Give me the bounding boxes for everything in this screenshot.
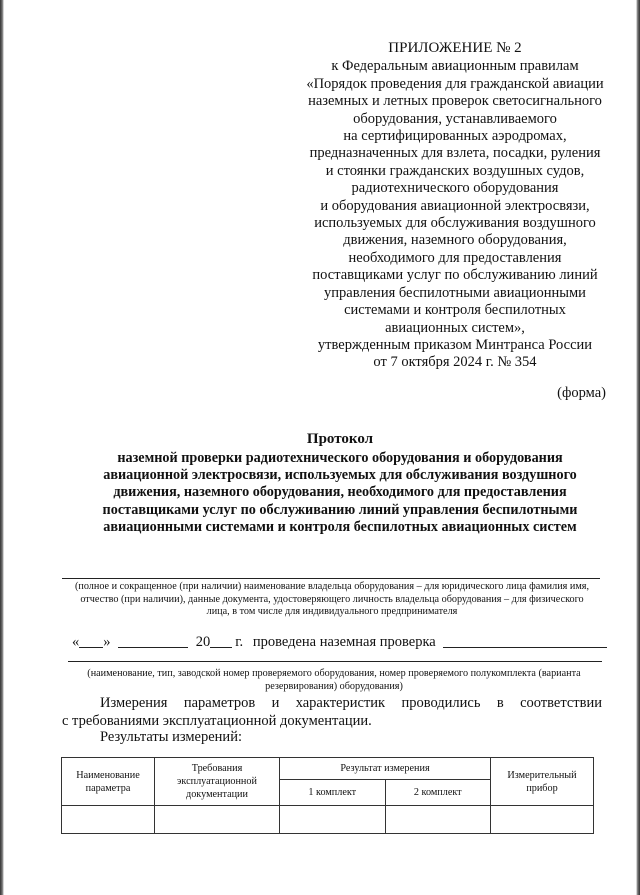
word: проводились	[401, 695, 481, 711]
measurements-paragraph	[100, 694, 602, 712]
appendix-line: на сертифицированных аэродромах,	[343, 128, 567, 145]
results-table	[61, 757, 594, 834]
measurements-line-2: с требованиями эксплуатационной документации.	[62, 713, 372, 729]
header-set-2: 2 комплект	[385, 780, 491, 806]
scan-edge-left	[0, 0, 4, 895]
appendix-line: используемых для обслуживания воздушного	[314, 215, 596, 232]
appendix-line: и стоянки гражданских воздушных судов,	[325, 162, 585, 179]
equipment-hint	[60, 668, 608, 693]
table-cell[interactable]	[385, 806, 491, 834]
owner-fill-line[interactable]	[62, 578, 600, 579]
day-field[interactable]	[79, 633, 103, 648]
date-row	[72, 633, 607, 651]
equipment-hint-line: (наименование, тип, заводской номер проверяемого оборудования, номер проверяемого полукомплекта (варианта	[87, 668, 581, 679]
appendix-line: наземных и летных проверок светосигнального	[308, 93, 602, 110]
appendix-line: системами и контроля беспилотных	[344, 302, 566, 319]
appendix-line: предназначенных для взлета, посадки, руления	[309, 145, 601, 162]
header-instrument: Измерительный прибор	[491, 758, 594, 806]
word: в	[496, 695, 504, 711]
word: характеристик	[295, 695, 386, 711]
protocol-subtitle	[80, 450, 600, 536]
owner-hint-line: лица, в том числе для индивидуального предпринимателя	[206, 606, 458, 617]
header-parameter: Наименование параметра	[62, 758, 155, 806]
check-performed-text: проведена наземная проверка	[252, 634, 436, 650]
table-cell[interactable]	[280, 806, 386, 834]
owner-hint-line: отчество (при наличии), данные документа, удостоверяющего личность владельца оборудования – для физического	[80, 593, 584, 605]
measurements-line-1	[100, 694, 602, 712]
year-prefix: 20	[195, 634, 211, 650]
table-cell[interactable]	[62, 806, 155, 834]
date-close-quote: »	[103, 634, 111, 650]
word: и	[271, 695, 280, 711]
appendix-line: и оборудования авиационной электросвязи,	[320, 197, 590, 214]
table-cell[interactable]	[155, 806, 280, 834]
appendix-line: от 7 октября 2024 г. № 354	[373, 354, 537, 371]
date-open-quote: «	[72, 634, 80, 650]
word: Измерения	[100, 695, 168, 711]
appendix-title: ПРИЛОЖЕНИЕ № 2	[388, 40, 522, 56]
protocol-subtitle-line: поставщиками услуг по обслуживанию линий управления беспилотными	[102, 501, 578, 518]
form-label: (форма)	[557, 385, 606, 401]
appendix-line: «Порядок проведения для гражданской авиации	[306, 75, 604, 92]
protocol-subtitle-line: движения, наземного оборудования, необходимого для предоставления	[113, 484, 567, 501]
appendix-line: утвержденным приказом Минтранса России	[317, 336, 593, 353]
month-field[interactable]	[118, 633, 188, 648]
header-result: Результат измерения	[280, 758, 491, 780]
scan-edge-right	[636, 0, 640, 895]
protocol-subtitle-line: авиационной электросвязи, используемых для обслуживания воздушного	[103, 467, 577, 484]
protocol-title: Протокол	[306, 431, 374, 447]
owner-hint	[54, 581, 610, 619]
year-suffix: г.	[235, 634, 244, 650]
appendix-line: радиотехнического оборудования	[351, 180, 559, 197]
appendix-line: движения, наземного оборудования,	[343, 232, 567, 249]
appendix-line: необходимого для предоставления	[348, 249, 562, 266]
protocol-subtitle-line: авиационными системами и контроля беспилотных авиационных систем	[103, 518, 577, 535]
appendix-line: управления беспилотными авиационными	[324, 284, 586, 301]
appendix-line: поставщиками услуг по обслуживанию линий	[312, 267, 598, 284]
appendix-block	[290, 40, 620, 372]
header-requirements: Требования эксплуатационной документации	[155, 758, 280, 806]
equipment-hint-line: резервирования) оборудования)	[265, 680, 403, 692]
table-cell[interactable]	[491, 806, 594, 834]
word: параметров	[183, 695, 256, 711]
equipment-fill-line[interactable]	[68, 661, 602, 662]
protocol-subtitle-line: наземной проверки радиотехнического оборудования и оборудования	[117, 450, 563, 466]
owner-hint-line: (полное и сокращенное (при наличии) наименование владельца оборудования – для юридического лица фамилия имя,	[74, 581, 590, 592]
appendix-line: оборудования, устанавливаемого	[353, 110, 557, 127]
results-label: Результаты измерений:	[100, 729, 242, 745]
appendix-line: к Федеральным авиационным правилам	[331, 58, 579, 75]
check-performed-field[interactable]	[443, 633, 607, 648]
appendix-line: авиационных систем»,	[385, 319, 525, 336]
word: соответствии	[520, 695, 602, 711]
header-set-1: 1 комплект	[280, 780, 386, 806]
year-field[interactable]	[210, 633, 232, 648]
